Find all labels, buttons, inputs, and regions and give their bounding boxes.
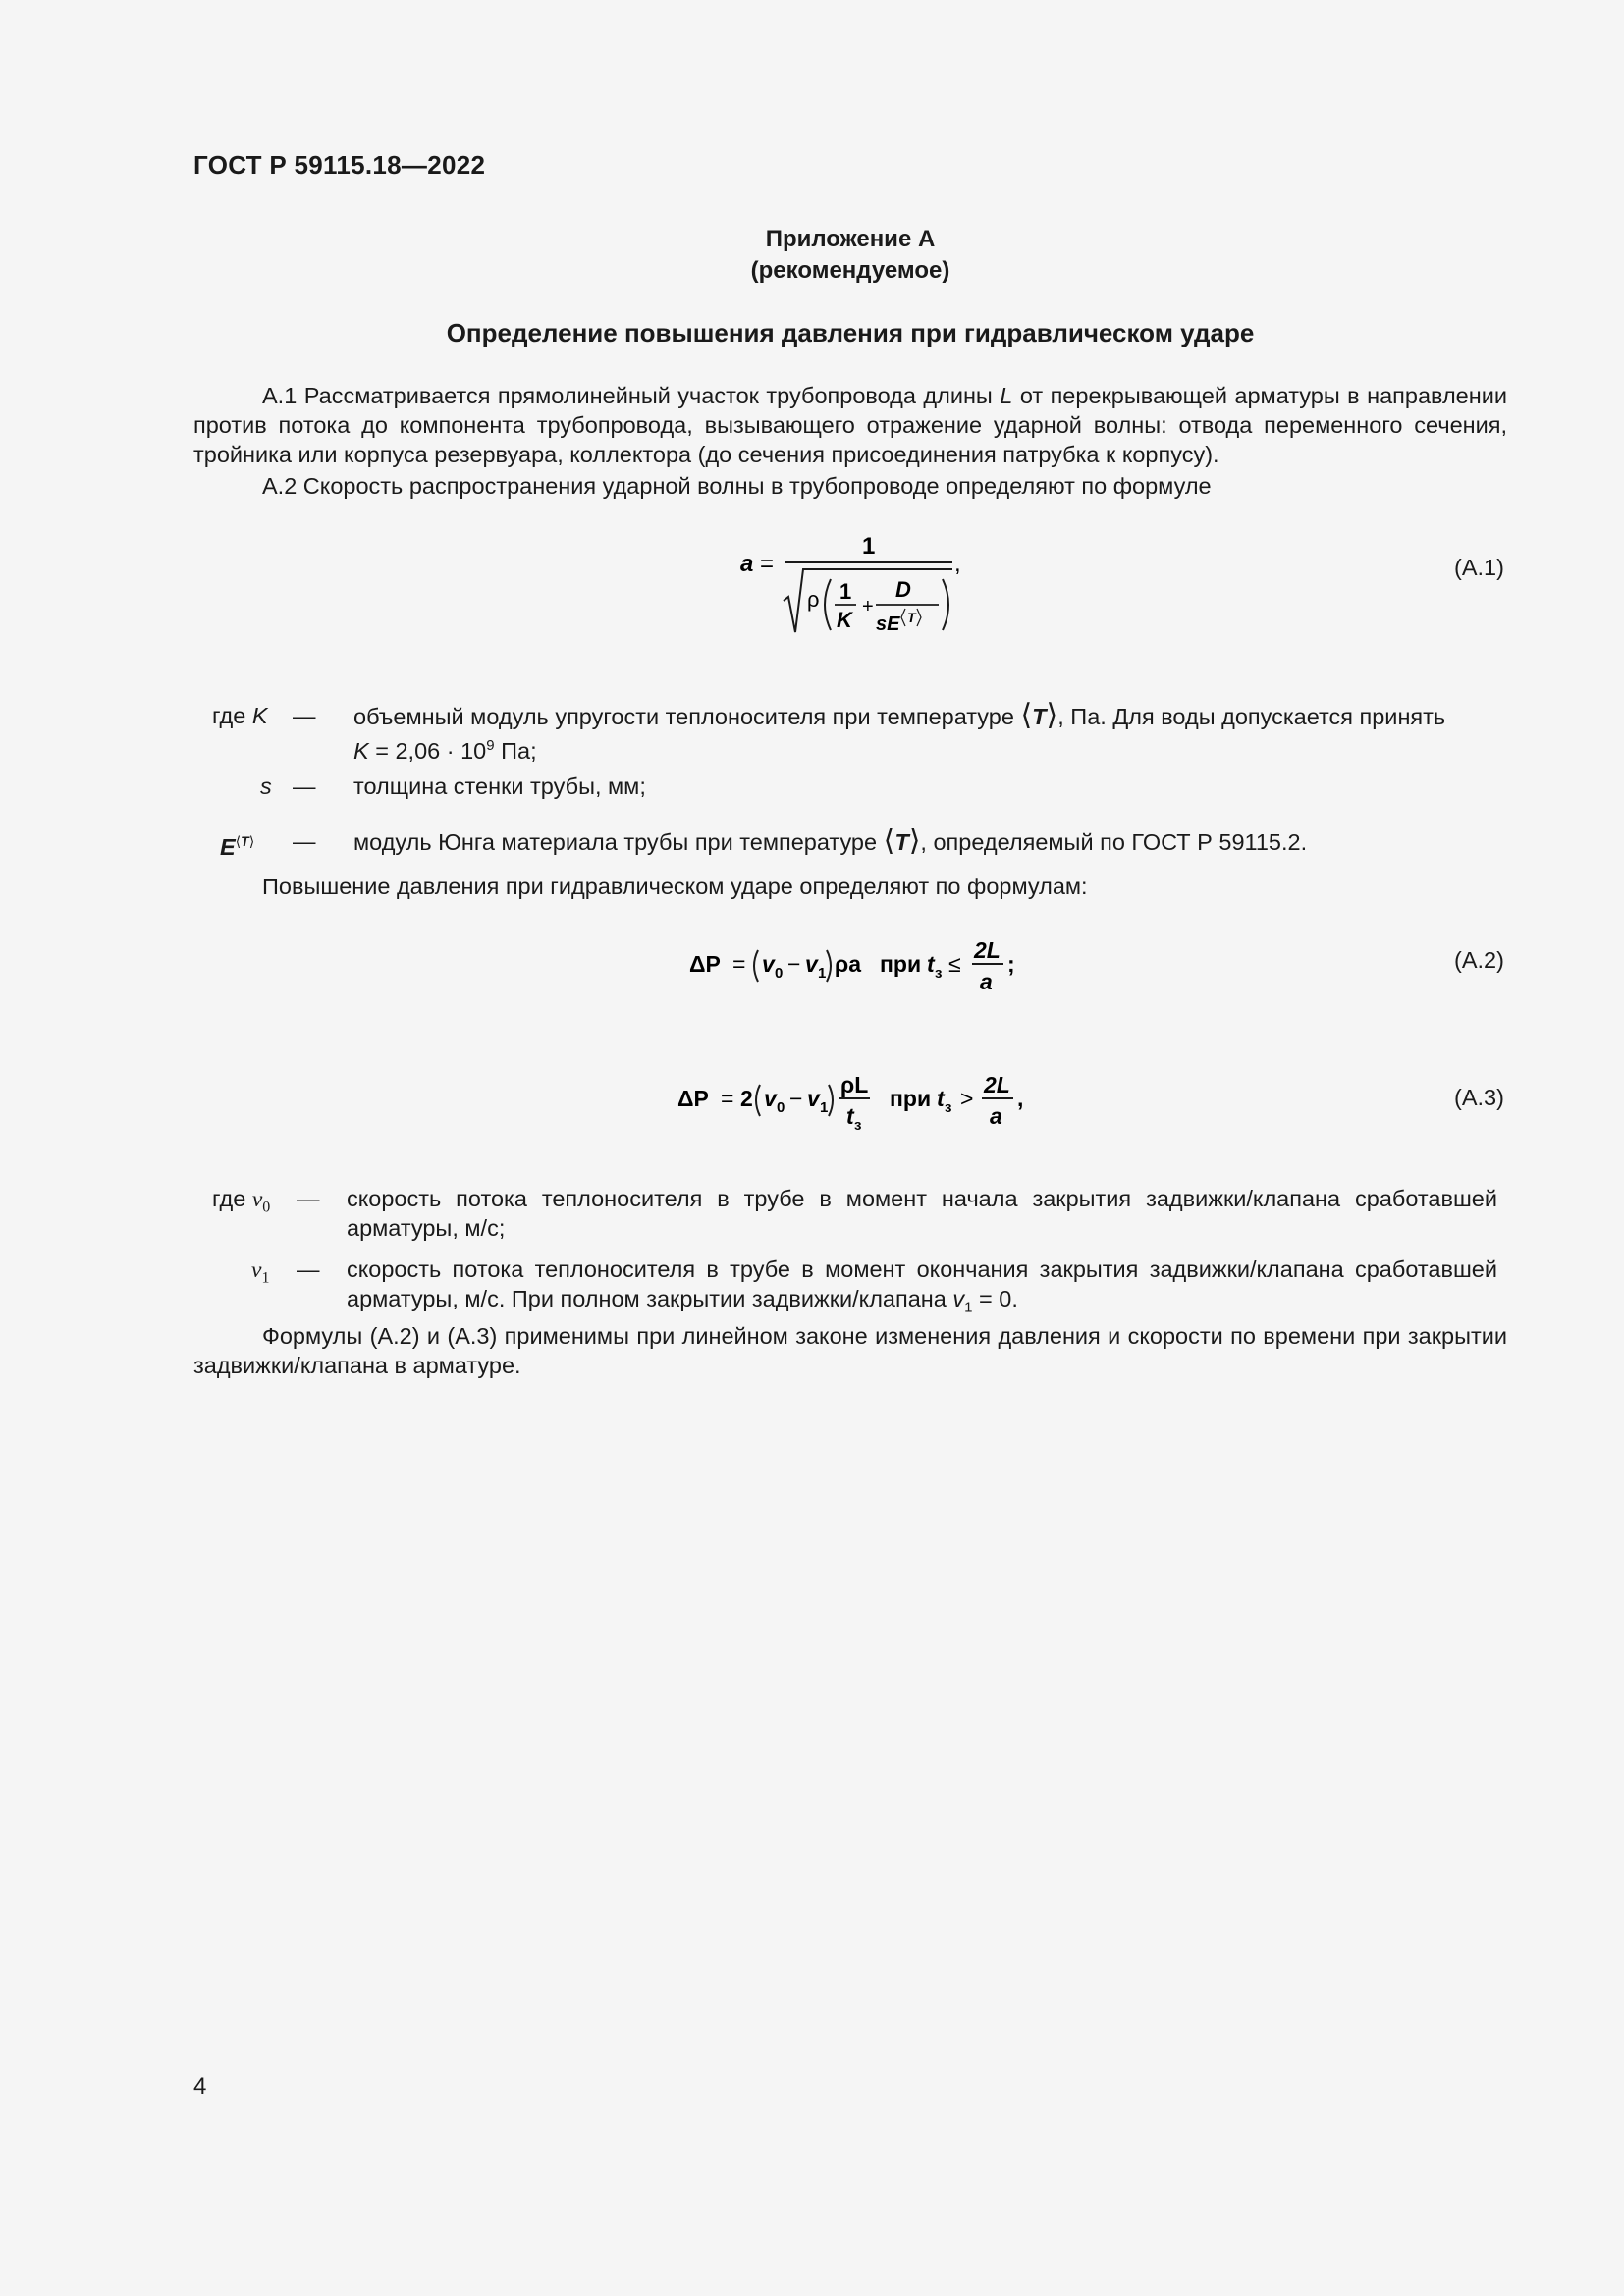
svg-text:ρL: ρL [840, 1072, 869, 1097]
svg-text:a: a [990, 1103, 1002, 1129]
paragraph-a1-part1: А.1 Рассматривается прямолинейный участок трубопровода длины [262, 383, 1001, 408]
def-v1-symbol: $v_1$ [251, 1257, 270, 1287]
formula-a1-sE: sE [876, 614, 900, 635]
def-s-text: толщина стенки трубы, мм; [353, 774, 646, 799]
svg-text:,: , [1017, 1086, 1024, 1111]
def-v0-dash: — [297, 1186, 320, 1211]
svg-text:v: v [805, 951, 818, 977]
formula-a1-lparen [825, 579, 831, 630]
svg-text:v: v [762, 951, 775, 977]
formula-a1-plus: + [862, 596, 874, 617]
formula-a1-rho: ρ [807, 587, 820, 612]
svg-text:=: = [721, 1086, 734, 1111]
def-v0-text: скорость потока теплоносителя в трубе в момент начала закрытия задвижки/клапана сработавшей арматуры, м/с; [347, 1186, 1497, 1241]
formula-a1-eq: = [760, 551, 775, 577]
def-s-symbol: s [260, 774, 272, 799]
def-k-dash: — [293, 703, 316, 728]
svg-text:2L: 2L [974, 937, 1001, 963]
formula-a2-number: (А.2) [1454, 947, 1504, 973]
svg-text:a: a [980, 969, 993, 994]
appendix-title: Приложение А [765, 226, 936, 252]
def-e-dash: — [293, 828, 316, 854]
appendix-heading: Определение повышения давления при гидравлическом ударе [446, 318, 1255, 347]
svg-text:ΔP: ΔP [677, 1086, 709, 1111]
svg-text:t: t [937, 1086, 945, 1111]
def-k-symbol: K [251, 703, 268, 728]
svg-text:t: t [927, 951, 935, 977]
svg-text:t: t [846, 1103, 854, 1129]
def-k-T: T [1032, 704, 1047, 729]
page-number: 4 [193, 2073, 207, 2100]
def-k-prefix: где K [212, 703, 268, 728]
svg-text:v: v [807, 1086, 820, 1111]
document-id: ГОСТ Р 59115.18—2022 [193, 150, 486, 180]
def-s-dash: — [293, 774, 316, 799]
def-v1-text: скорость потока теплоносителя в трубе в момент окончания закрытия задвижки/клапана сработавшей арматуры, м/с. При полном закрытии задвижки/клапана $v_1 = 0$. [347, 1256, 1497, 1316]
formula-a1-number: (А.1) [1454, 555, 1504, 580]
svg-text:2L: 2L [984, 1072, 1010, 1097]
svg-text:>: > [960, 1086, 974, 1111]
formula-a1-D: D [895, 577, 911, 602]
svg-text:ρa: ρa [835, 951, 862, 977]
formula-a1-one: 1 [839, 579, 852, 604]
pressure-intro: Повышение давления при гидравлическом ударе определяют по формулам: [262, 874, 1088, 899]
appendix-subtitle: (рекомендуемое) [750, 257, 950, 284]
svg-text:з: з [854, 1117, 862, 1134]
formula-a2 [687, 931, 1041, 999]
svg-text:−: − [789, 1086, 803, 1111]
svg-text:−: − [787, 951, 801, 977]
paragraph-a1-var: L [1000, 383, 1013, 408]
formula-a1-T: T [907, 610, 916, 625]
svg-text:0: 0 [775, 965, 784, 982]
formula-a1-numerator: 1 [862, 533, 876, 560]
svg-text:2: 2 [740, 1086, 753, 1111]
formula-a3-number: (А.3) [1454, 1085, 1504, 1110]
def-e-text: модуль Юнга материала трубы при температуре ⟨T⟩, определяемый по ГОСТ Р 59115.2. [353, 825, 1308, 857]
svg-text:при: при [890, 1086, 932, 1111]
svg-text:1: 1 [820, 1099, 829, 1116]
formula-a3 [676, 1065, 1049, 1144]
formula-a1-comma: , [954, 551, 961, 577]
svg-text:v: v [764, 1086, 777, 1111]
formula-a2-deltap: ΔP [689, 951, 721, 977]
def-k-text: объемный модуль упругости теплоносителя при температуре ⟨T⟩, Па. Для воды допускается принять $K = 2,06 \cdot 10^9$ Па; [353, 699, 1446, 764]
formula-a1 [727, 522, 982, 650]
svg-text:=: = [732, 951, 746, 977]
formula-a1-rparen [943, 579, 948, 630]
paragraph-a1 [193, 381, 1507, 469]
def-v0-prefix: где $v_0$ [212, 1186, 271, 1216]
svg-text:0: 0 [777, 1099, 785, 1116]
closing-paragraph: Формулы (А.2) и (А.3) применимы при линейном законе изменения давления и скорости по времени при закрытии задвижки/клапана в арматуре. [193, 1323, 1507, 1378]
svg-text:1: 1 [818, 965, 827, 982]
svg-text:з: з [945, 1099, 952, 1116]
formula-a1-lhs: a [740, 551, 754, 577]
svg-text:;: ; [1007, 951, 1015, 977]
svg-text:з: з [935, 965, 943, 982]
svg-text:при: при [880, 951, 922, 977]
paragraph-a1-part2: от перекрывающей арматуры в направлении против потока до компонента трубопровода, вызывающего отражение ударной волны: отвода переменного сечения, тройника или корпуса резервуара, коллектора (до сечения присоединения патрубка к корпусу). [193, 383, 1507, 467]
formula-a1-K: K [837, 608, 852, 632]
svg-text:≤: ≤ [948, 951, 961, 977]
paragraph-a2: А.2 Скорость распространения ударной волны в трубопроводе определяют по формуле [262, 473, 1212, 499]
def-e-symbol: $E^{⟨T⟩}$ [220, 833, 255, 860]
def-v1-dash: — [297, 1256, 320, 1282]
